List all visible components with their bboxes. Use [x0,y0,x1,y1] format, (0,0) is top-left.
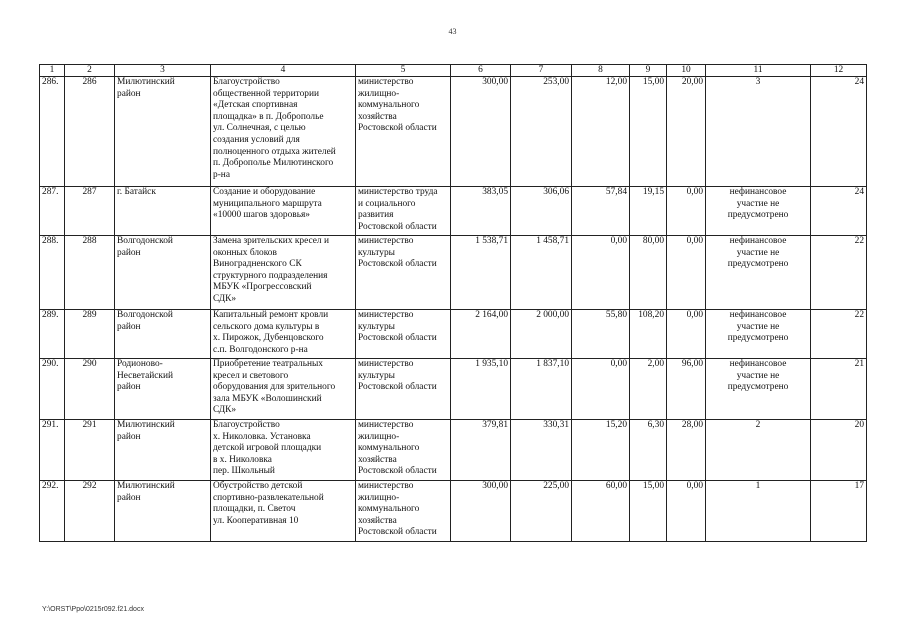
table-row [40,77,867,187]
value-col-6: 1 935,10 [451,359,511,420]
project-description: Обустройство детской спортивно-развлекательной площадки, п. Светоч ул. Кооперативная 10 [211,481,356,542]
project-description: Капитальный ремонт кровли сельского дома культуры в х. Пирожок, Дубенцовского с.п. Волгодонского р-на [211,310,356,359]
score: 22 [811,310,867,359]
value-col-10: 0,00 [667,236,706,310]
table-row [40,310,867,359]
ministry: министерство культуры Ростовской области [356,310,451,359]
row-number: 286. [40,77,65,187]
participation: 1 [706,481,811,542]
value-col-9: 19,15 [630,187,667,236]
value-col-8: 15,20 [572,420,630,481]
score: 21 [811,359,867,420]
value-col-7: 225,00 [511,481,572,542]
project-description: Замена зрительских кресел и оконных блоков Виноградненского СК структурного подразделения МБУК «Прогрессовский СДК» [211,236,356,310]
ministry: министерство жилищно- коммунального хозяйства Ростовской области [356,481,451,542]
value-col-6: 300,00 [451,481,511,542]
value-col-8: 0,00 [572,236,630,310]
municipality: Волгодонской район [115,236,211,310]
table-row [40,359,867,420]
ministry: министерство культуры Ростовской области [356,236,451,310]
score: 22 [811,236,867,310]
table-row [40,420,867,481]
header-col-5: 5 [356,65,451,77]
table-row [40,481,867,542]
participation: 3 [706,77,811,187]
value-col-7: 330,31 [511,420,572,481]
header-col-6: 6 [451,65,511,77]
value-col-8: 0,00 [572,359,630,420]
municipality: Милютинский район [115,77,211,187]
header-col-10: 10 [667,65,706,77]
value-col-6: 300,00 [451,77,511,187]
header-col-7: 7 [511,65,572,77]
header-col-12: 12 [811,65,867,77]
value-col-10: 0,00 [667,310,706,359]
ministry: министерство жилищно- коммунального хозяйства Ростовской области [356,77,451,187]
value-col-8: 55,80 [572,310,630,359]
score: 20 [811,420,867,481]
value-col-7: 2 000,00 [511,310,572,359]
value-col-7: 1 458,71 [511,236,572,310]
header-col-3: 3 [115,65,211,77]
project-description: Создание и оборудование муниципального маршрута «10000 шагов здоровья» [211,187,356,236]
row-id: 292 [65,481,115,542]
page-number: 43 [448,27,457,36]
value-col-9: 15,00 [630,481,667,542]
value-col-9: 80,00 [630,236,667,310]
row-number: 291. [40,420,65,481]
row-number: 290. [40,359,65,420]
municipality: Родионово- Несветайский район [115,359,211,420]
project-description: Благоустройство общественной территории «Детская спортивная площадка» в п. Доброполье ул. Солнечная, с целью создания условий для полноценного отдыха жителей п. Доброполье Милютинского р-на [211,77,356,187]
ministry: министерство труда и социального развития Ростовской области [356,187,451,236]
value-col-6: 383,05 [451,187,511,236]
row-number: 289. [40,310,65,359]
data-table [39,64,867,542]
value-col-7: 253,00 [511,77,572,187]
value-col-8: 60,00 [572,481,630,542]
value-col-9: 6,30 [630,420,667,481]
participation: нефинансовое участие не предусмотрено [706,359,811,420]
header-col-4: 4 [211,65,356,77]
row-id: 286 [65,77,115,187]
municipality: Волгодонской район [115,310,211,359]
table-row [40,187,867,236]
municipality: г. Батайск [115,187,211,236]
row-number: 288. [40,236,65,310]
municipality: Милютинский район [115,481,211,542]
participation: нефинансовое участие не предусмотрено [706,310,811,359]
header-row [40,65,867,77]
footer-file-path: Y:\ORST\Ppo\0215r092.f21.docx [42,606,144,613]
header-col-8: 8 [572,65,630,77]
ministry: министерство жилищно- коммунального хозяйства Ростовской области [356,420,451,481]
participation: нефинансовое участие не предусмотрено [706,187,811,236]
row-id: 291 [65,420,115,481]
row-number: 287. [40,187,65,236]
row-id: 288 [65,236,115,310]
table-row [40,236,867,310]
row-id: 287 [65,187,115,236]
value-col-10: 28,00 [667,420,706,481]
participation: 2 [706,420,811,481]
score: 24 [811,77,867,187]
value-col-8: 57,84 [572,187,630,236]
header-col-2: 2 [65,65,115,77]
value-col-8: 12,00 [572,77,630,187]
header-col-9: 9 [630,65,667,77]
municipality: Милютинский район [115,420,211,481]
score: 17 [811,481,867,542]
value-col-10: 96,00 [667,359,706,420]
row-id: 290 [65,359,115,420]
value-col-6: 1 538,71 [451,236,511,310]
participation: нефинансовое участие не предусмотрено [706,236,811,310]
value-col-6: 2 164,00 [451,310,511,359]
project-description: Приобретение театральных кресел и светового оборудования для зрительного зала МБУК «Волошинский СДК» [211,359,356,420]
row-id: 289 [65,310,115,359]
value-col-6: 379,81 [451,420,511,481]
value-col-9: 2,00 [630,359,667,420]
project-description: Благоустройство х. Николовка. Установка детской игровой площадки в х. Николовка пер. Школьный [211,420,356,481]
value-col-7: 1 837,10 [511,359,572,420]
score: 24 [811,187,867,236]
value-col-10: 20,00 [667,77,706,187]
header-col-11: 11 [706,65,811,77]
row-number: 292. [40,481,65,542]
header-col-1: 1 [40,65,65,77]
ministry: министерство культуры Ростовской области [356,359,451,420]
value-col-10: 0,00 [667,481,706,542]
value-col-9: 108,20 [630,310,667,359]
value-col-7: 306,06 [511,187,572,236]
value-col-9: 15,00 [630,77,667,187]
value-col-10: 0,00 [667,187,706,236]
